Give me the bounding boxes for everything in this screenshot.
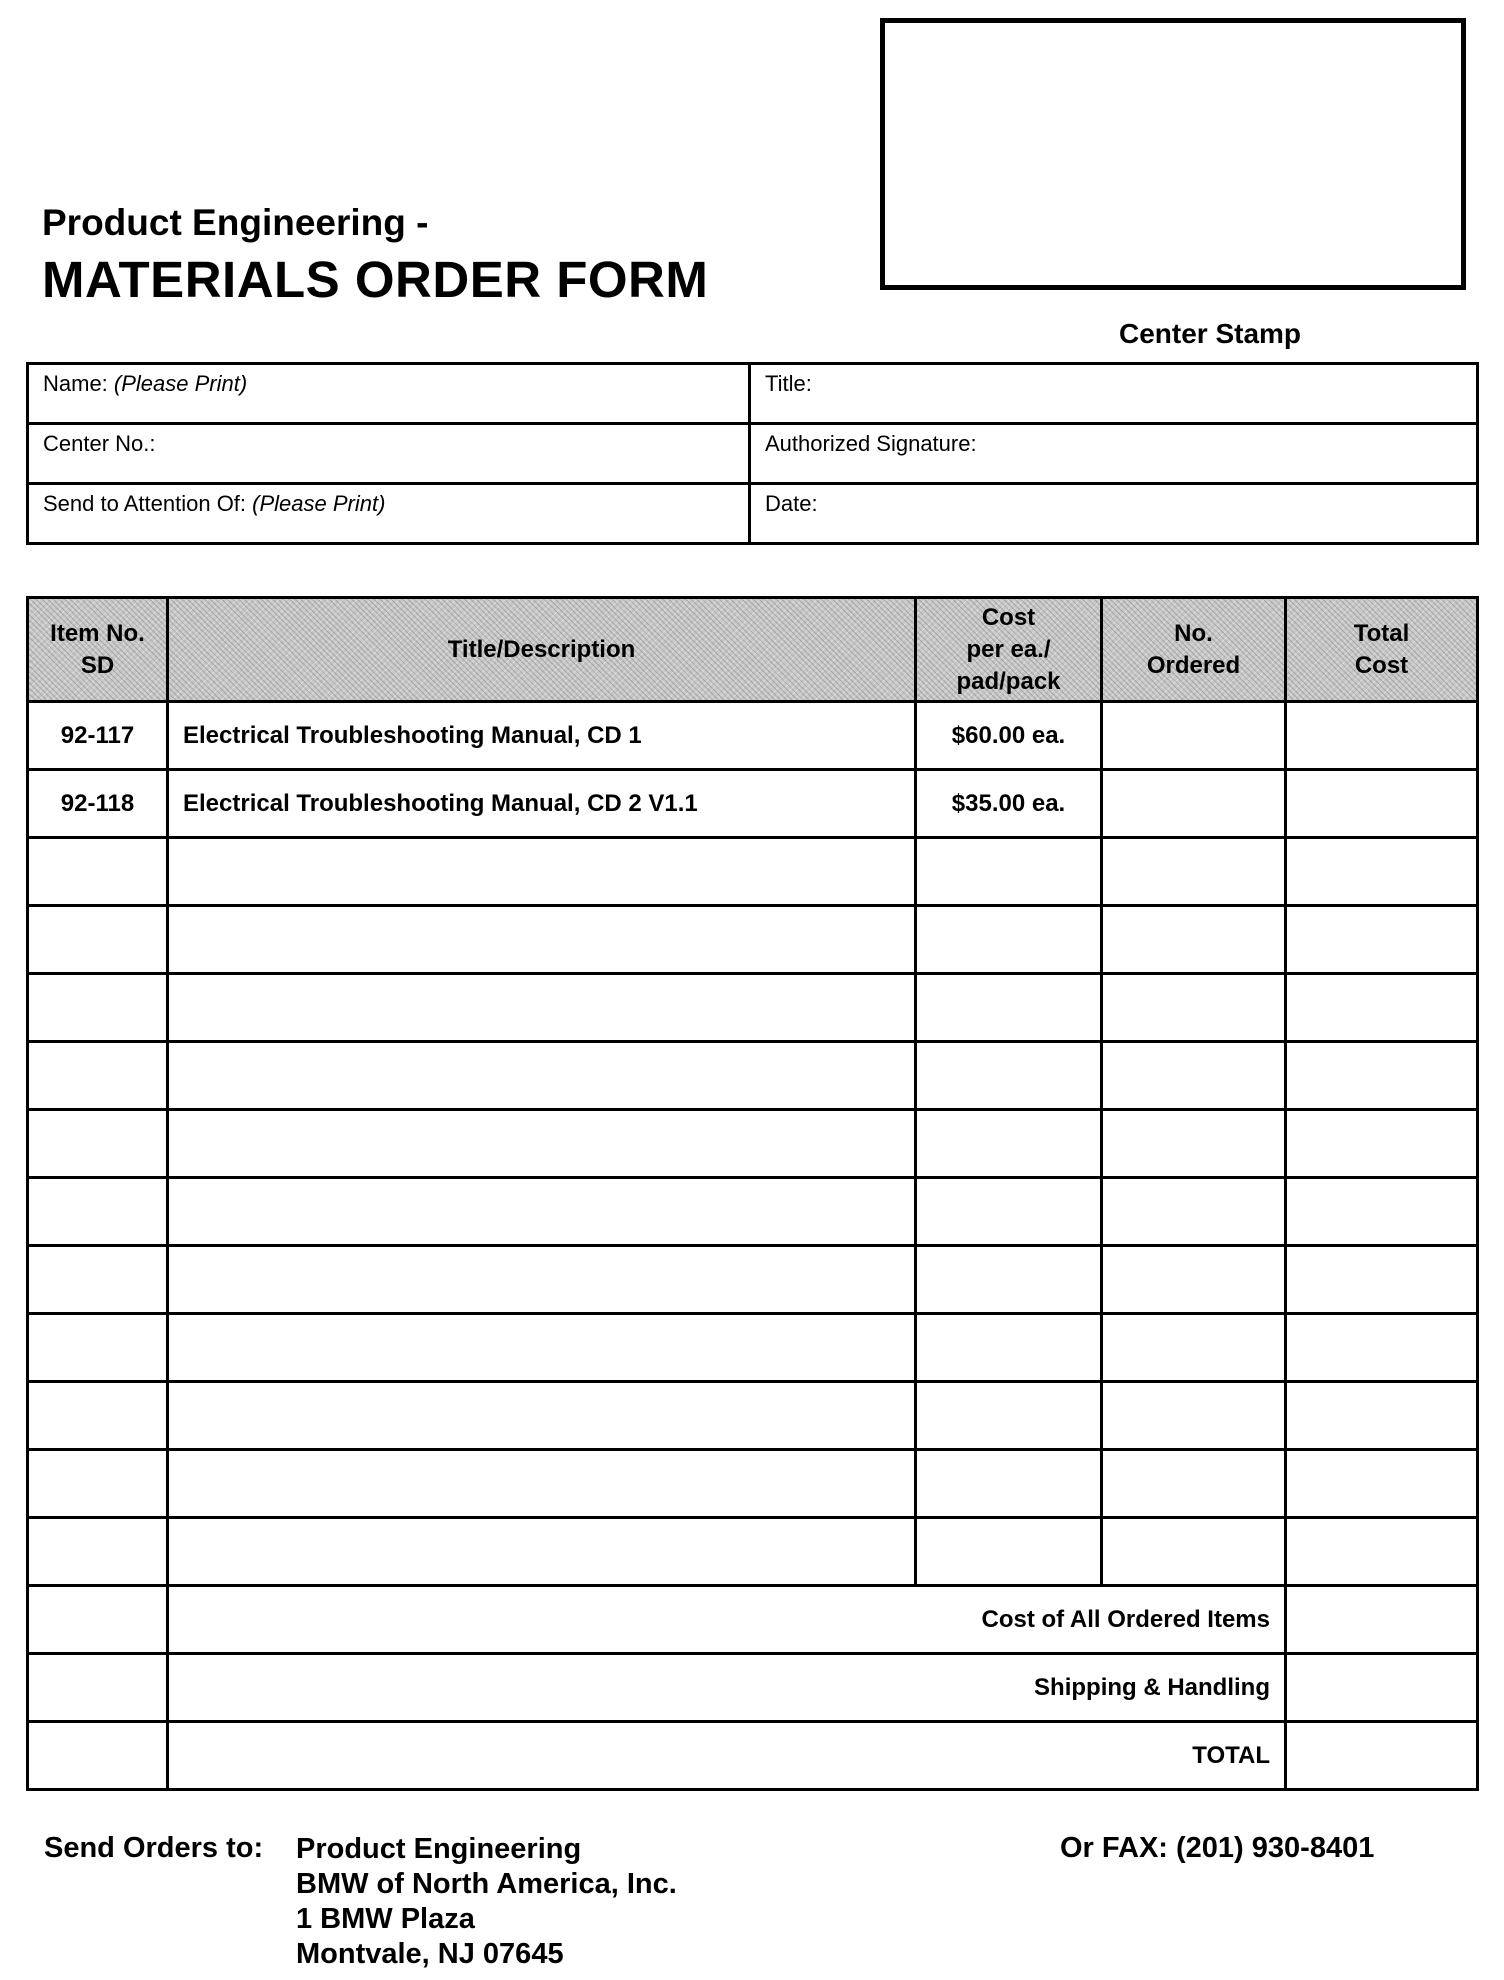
description-cell[interactable] — [168, 1382, 916, 1450]
total-cost-cell[interactable] — [1286, 770, 1478, 838]
header-total-cost: Total Cost — [1286, 598, 1478, 702]
number-ordered-cell[interactable] — [1102, 838, 1286, 906]
subtotal-value-cell[interactable] — [1286, 1586, 1478, 1654]
attention-field[interactable] — [28, 484, 750, 544]
subtotal-row — [28, 1586, 1478, 1654]
center-number-field[interactable] — [28, 424, 750, 484]
description-cell[interactable] — [168, 1314, 916, 1382]
item-number-cell[interactable] — [28, 1110, 168, 1178]
fax-number: Or FAX: (201) 930-8401 — [1060, 1832, 1375, 1864]
item-number-cell[interactable] — [28, 1450, 168, 1518]
description-cell: Electrical Troubleshooting Manual, CD 2 V1.1 — [168, 770, 916, 838]
empty-row — [28, 1518, 1478, 1586]
empty-row — [28, 1178, 1478, 1246]
name-label: Name: — [43, 371, 114, 396]
total-cost-cell[interactable] — [1286, 1518, 1478, 1586]
item-number-cell[interactable] — [28, 1246, 168, 1314]
cost-cell: $60.00 ea. — [916, 702, 1102, 770]
cost-cell[interactable] — [916, 1042, 1102, 1110]
item-number-cell[interactable] — [28, 1178, 168, 1246]
description-cell: Electrical Troubleshooting Manual, CD 1 — [168, 702, 916, 770]
cost-cell[interactable] — [916, 1518, 1102, 1586]
header-cost-per: Cost per ea./ pad/pack — [916, 598, 1102, 702]
empty-row — [28, 906, 1478, 974]
total-label: TOTAL — [168, 1722, 1286, 1790]
number-ordered-cell[interactable] — [1102, 1110, 1286, 1178]
total-cost-cell[interactable] — [1286, 1246, 1478, 1314]
table-row — [28, 770, 1478, 838]
shipping-label: Shipping & Handling — [168, 1654, 1286, 1722]
cost-cell[interactable] — [916, 1110, 1102, 1178]
total-cost-cell[interactable] — [1286, 1178, 1478, 1246]
item-number-cell[interactable] — [28, 1042, 168, 1110]
total-cost-cell[interactable] — [1286, 906, 1478, 974]
total-cost-cell[interactable] — [1286, 1110, 1478, 1178]
center-stamp-box — [880, 18, 1466, 290]
name-field[interactable] — [28, 364, 750, 424]
header-item-number: Item No. SD — [28, 598, 168, 702]
shipping-spacer-cell — [28, 1654, 168, 1722]
number-ordered-cell[interactable] — [1102, 1314, 1286, 1382]
description-cell[interactable] — [168, 1450, 916, 1518]
empty-row — [28, 1314, 1478, 1382]
subtotal-spacer-cell — [28, 1586, 168, 1654]
item-number-cell[interactable] — [28, 906, 168, 974]
item-number-cell[interactable] — [28, 1314, 168, 1382]
mailing-address — [296, 1832, 677, 1972]
total-cost-cell[interactable] — [1286, 702, 1478, 770]
attention-label: Send to Attention Of: — [43, 491, 253, 516]
subtotal-label: Cost of All Ordered Items — [168, 1586, 1286, 1654]
empty-row — [28, 1110, 1478, 1178]
cost-cell[interactable] — [916, 974, 1102, 1042]
authorized-signature-label: Authorized Signature: — [765, 431, 977, 456]
item-number-cell[interactable] — [28, 974, 168, 1042]
empty-row — [28, 974, 1478, 1042]
date-field[interactable] — [750, 484, 1478, 544]
description-cell[interactable] — [168, 1518, 916, 1586]
description-cell[interactable] — [168, 1042, 916, 1110]
total-cost-cell[interactable] — [1286, 1314, 1478, 1382]
number-ordered-cell[interactable] — [1102, 1518, 1286, 1586]
item-number-cell[interactable] — [28, 1518, 168, 1586]
cost-cell[interactable] — [916, 906, 1102, 974]
address-line: BMW of North America, Inc. — [296, 1868, 677, 1900]
order-items-table — [26, 596, 1479, 1791]
address-line: 1 BMW Plaza — [296, 1903, 475, 1935]
send-orders-label: Send Orders to: — [44, 1832, 264, 1864]
authorized-signature-field[interactable] — [750, 424, 1478, 484]
number-ordered-cell[interactable] — [1102, 1178, 1286, 1246]
number-ordered-cell[interactable] — [1102, 1246, 1286, 1314]
shipping-row — [28, 1654, 1478, 1722]
total-cost-cell[interactable] — [1286, 1042, 1478, 1110]
cost-cell[interactable] — [916, 1450, 1102, 1518]
date-label: Date: — [765, 491, 818, 516]
requester-info-table — [26, 362, 1479, 545]
total-cost-cell[interactable] — [1286, 1450, 1478, 1518]
form-subtitle: Product Engineering - — [42, 202, 429, 243]
total-spacer-cell — [28, 1722, 168, 1790]
description-cell[interactable] — [168, 974, 916, 1042]
header-description: Title/Description — [168, 598, 916, 702]
description-cell[interactable] — [168, 1110, 916, 1178]
cost-cell[interactable] — [916, 1246, 1102, 1314]
table-row — [28, 702, 1478, 770]
number-ordered-cell[interactable] — [1102, 906, 1286, 974]
shipping-value-cell[interactable] — [1286, 1654, 1478, 1722]
number-ordered-cell[interactable] — [1102, 770, 1286, 838]
address-line: Montvale, NJ 07645 — [296, 1938, 564, 1970]
empty-row — [28, 1042, 1478, 1110]
empty-row — [28, 1450, 1478, 1518]
cost-cell[interactable] — [916, 1382, 1102, 1450]
total-cost-cell[interactable] — [1286, 838, 1478, 906]
item-number-cell[interactable] — [28, 1382, 168, 1450]
number-ordered-cell[interactable] — [1102, 974, 1286, 1042]
center-number-label: Center No.: — [43, 431, 156, 456]
address-line: Product Engineering — [296, 1833, 582, 1865]
total-value-cell[interactable] — [1286, 1722, 1478, 1790]
empty-row — [28, 1382, 1478, 1450]
cost-cell[interactable] — [916, 1178, 1102, 1246]
number-ordered-cell[interactable] — [1102, 1042, 1286, 1110]
cost-cell[interactable] — [916, 1314, 1102, 1382]
total-cost-cell[interactable] — [1286, 1382, 1478, 1450]
number-ordered-cell[interactable] — [1102, 702, 1286, 770]
description-cell[interactable] — [168, 838, 916, 906]
form-title: MATERIALS ORDER FORM — [42, 251, 709, 308]
title-field[interactable] — [750, 364, 1478, 424]
empty-row — [28, 838, 1478, 906]
empty-row — [28, 1246, 1478, 1314]
title-label: Title: — [765, 371, 812, 396]
description-cell[interactable] — [168, 906, 916, 974]
header-number-ordered: No. Ordered — [1102, 598, 1286, 702]
description-cell[interactable] — [168, 1246, 916, 1314]
item-number-cell: 92-118 — [28, 770, 168, 838]
center-stamp-label: Center Stamp — [1118, 318, 1302, 349]
name-hint: (Please Print) — [113, 371, 248, 396]
table-header-row — [28, 598, 1478, 702]
description-cell[interactable] — [168, 1178, 916, 1246]
number-ordered-cell[interactable] — [1102, 1450, 1286, 1518]
cost-cell: $35.00 ea. — [916, 770, 1102, 838]
item-number-cell: 92-117 — [28, 702, 168, 770]
number-ordered-cell[interactable] — [1102, 1382, 1286, 1450]
item-number-cell[interactable] — [28, 838, 168, 906]
attention-hint: (Please Print) — [252, 491, 386, 516]
total-row — [28, 1722, 1478, 1790]
cost-cell[interactable] — [916, 838, 1102, 906]
total-cost-cell[interactable] — [1286, 974, 1478, 1042]
